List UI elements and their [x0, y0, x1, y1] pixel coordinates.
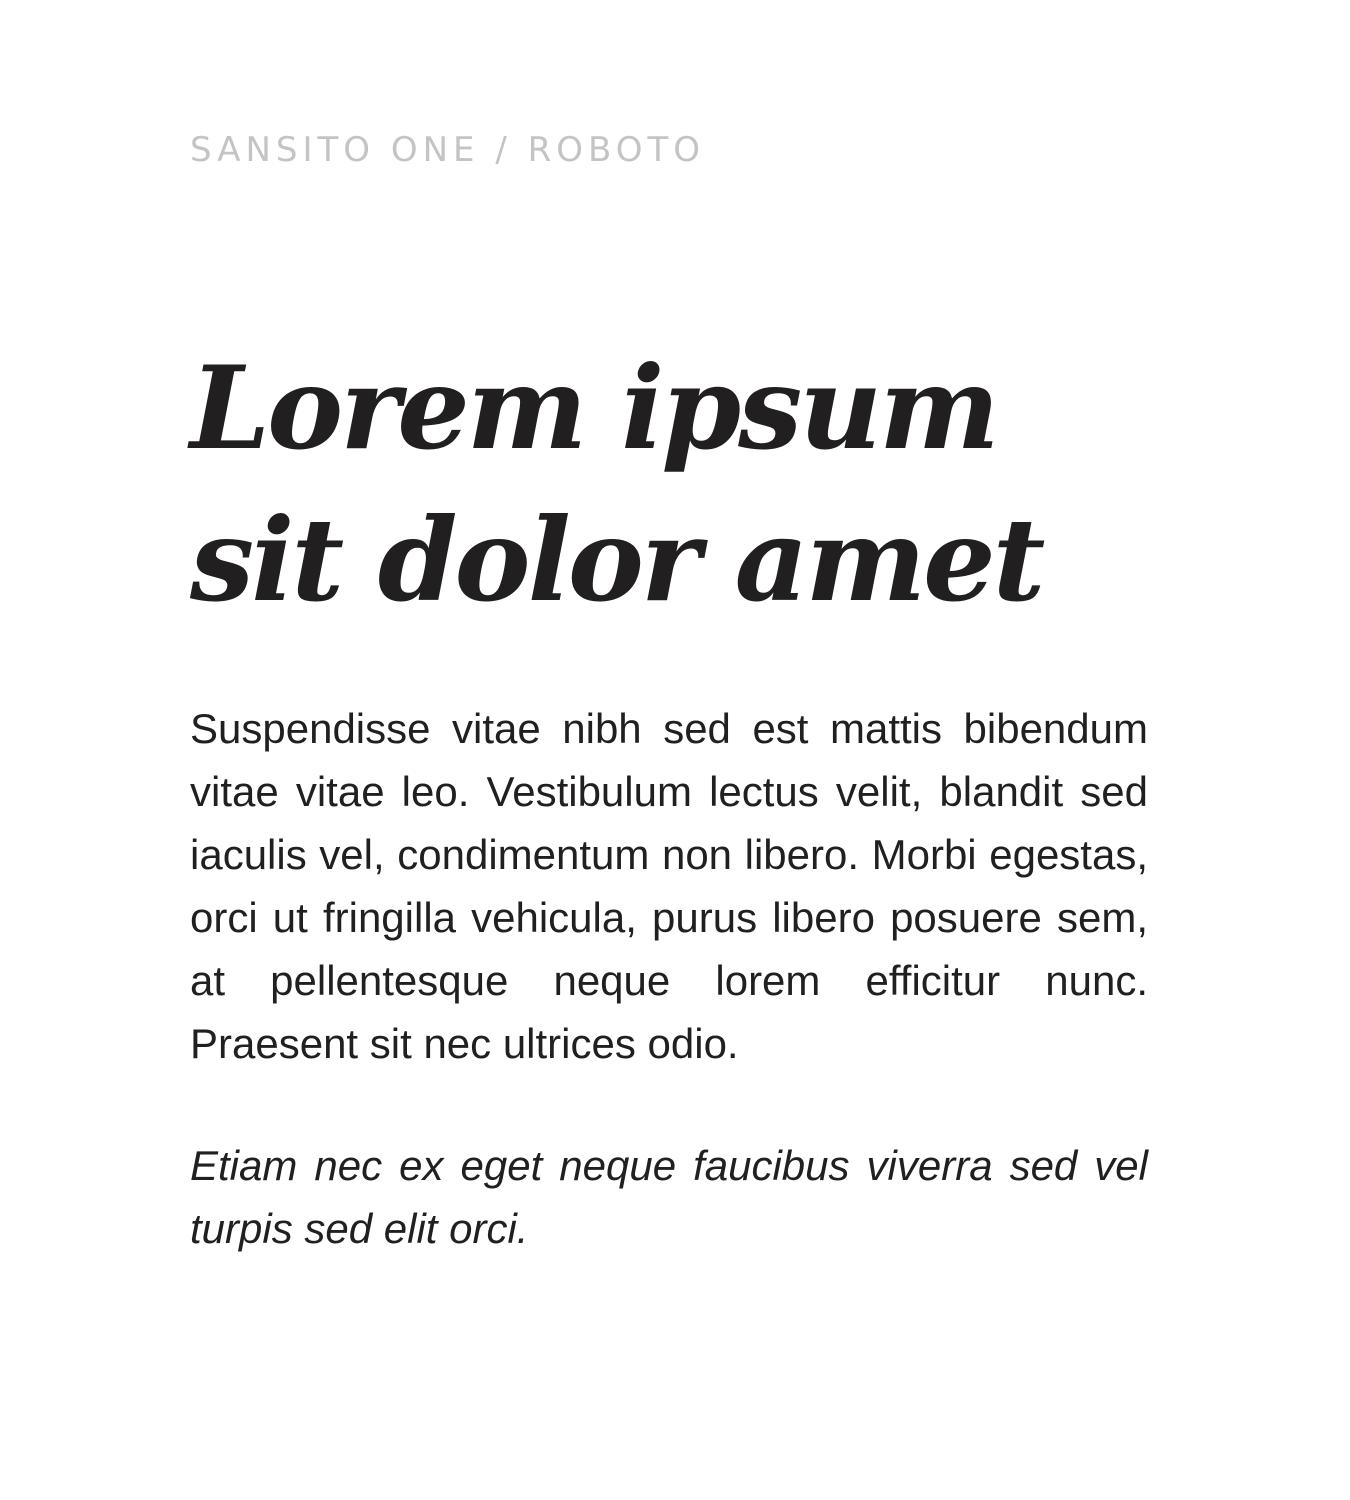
font-pairing-label: SANSITO ONE / ROBOTO: [190, 130, 706, 170]
italic-paragraph: Etiam nec ex eget neque faucibus viverra sed vel turpis sed elit orci.: [190, 1142, 1148, 1252]
headline: Lorem ipsum sit dolor amet: [190, 341, 1043, 627]
body-paragraph: Suspendisse vitae nibh sed est mattis bibendum vitae vitae leo. Vestibulum lectus velit, blandit sed iaculis vel, condimentum non libero. Morbi egestas, orci ut fringilla vehicula, purus libero posuere sem, at pellentesque neque lorem efficitur nunc. Praesent sit nec ultrices odio.: [190, 705, 1148, 1067]
